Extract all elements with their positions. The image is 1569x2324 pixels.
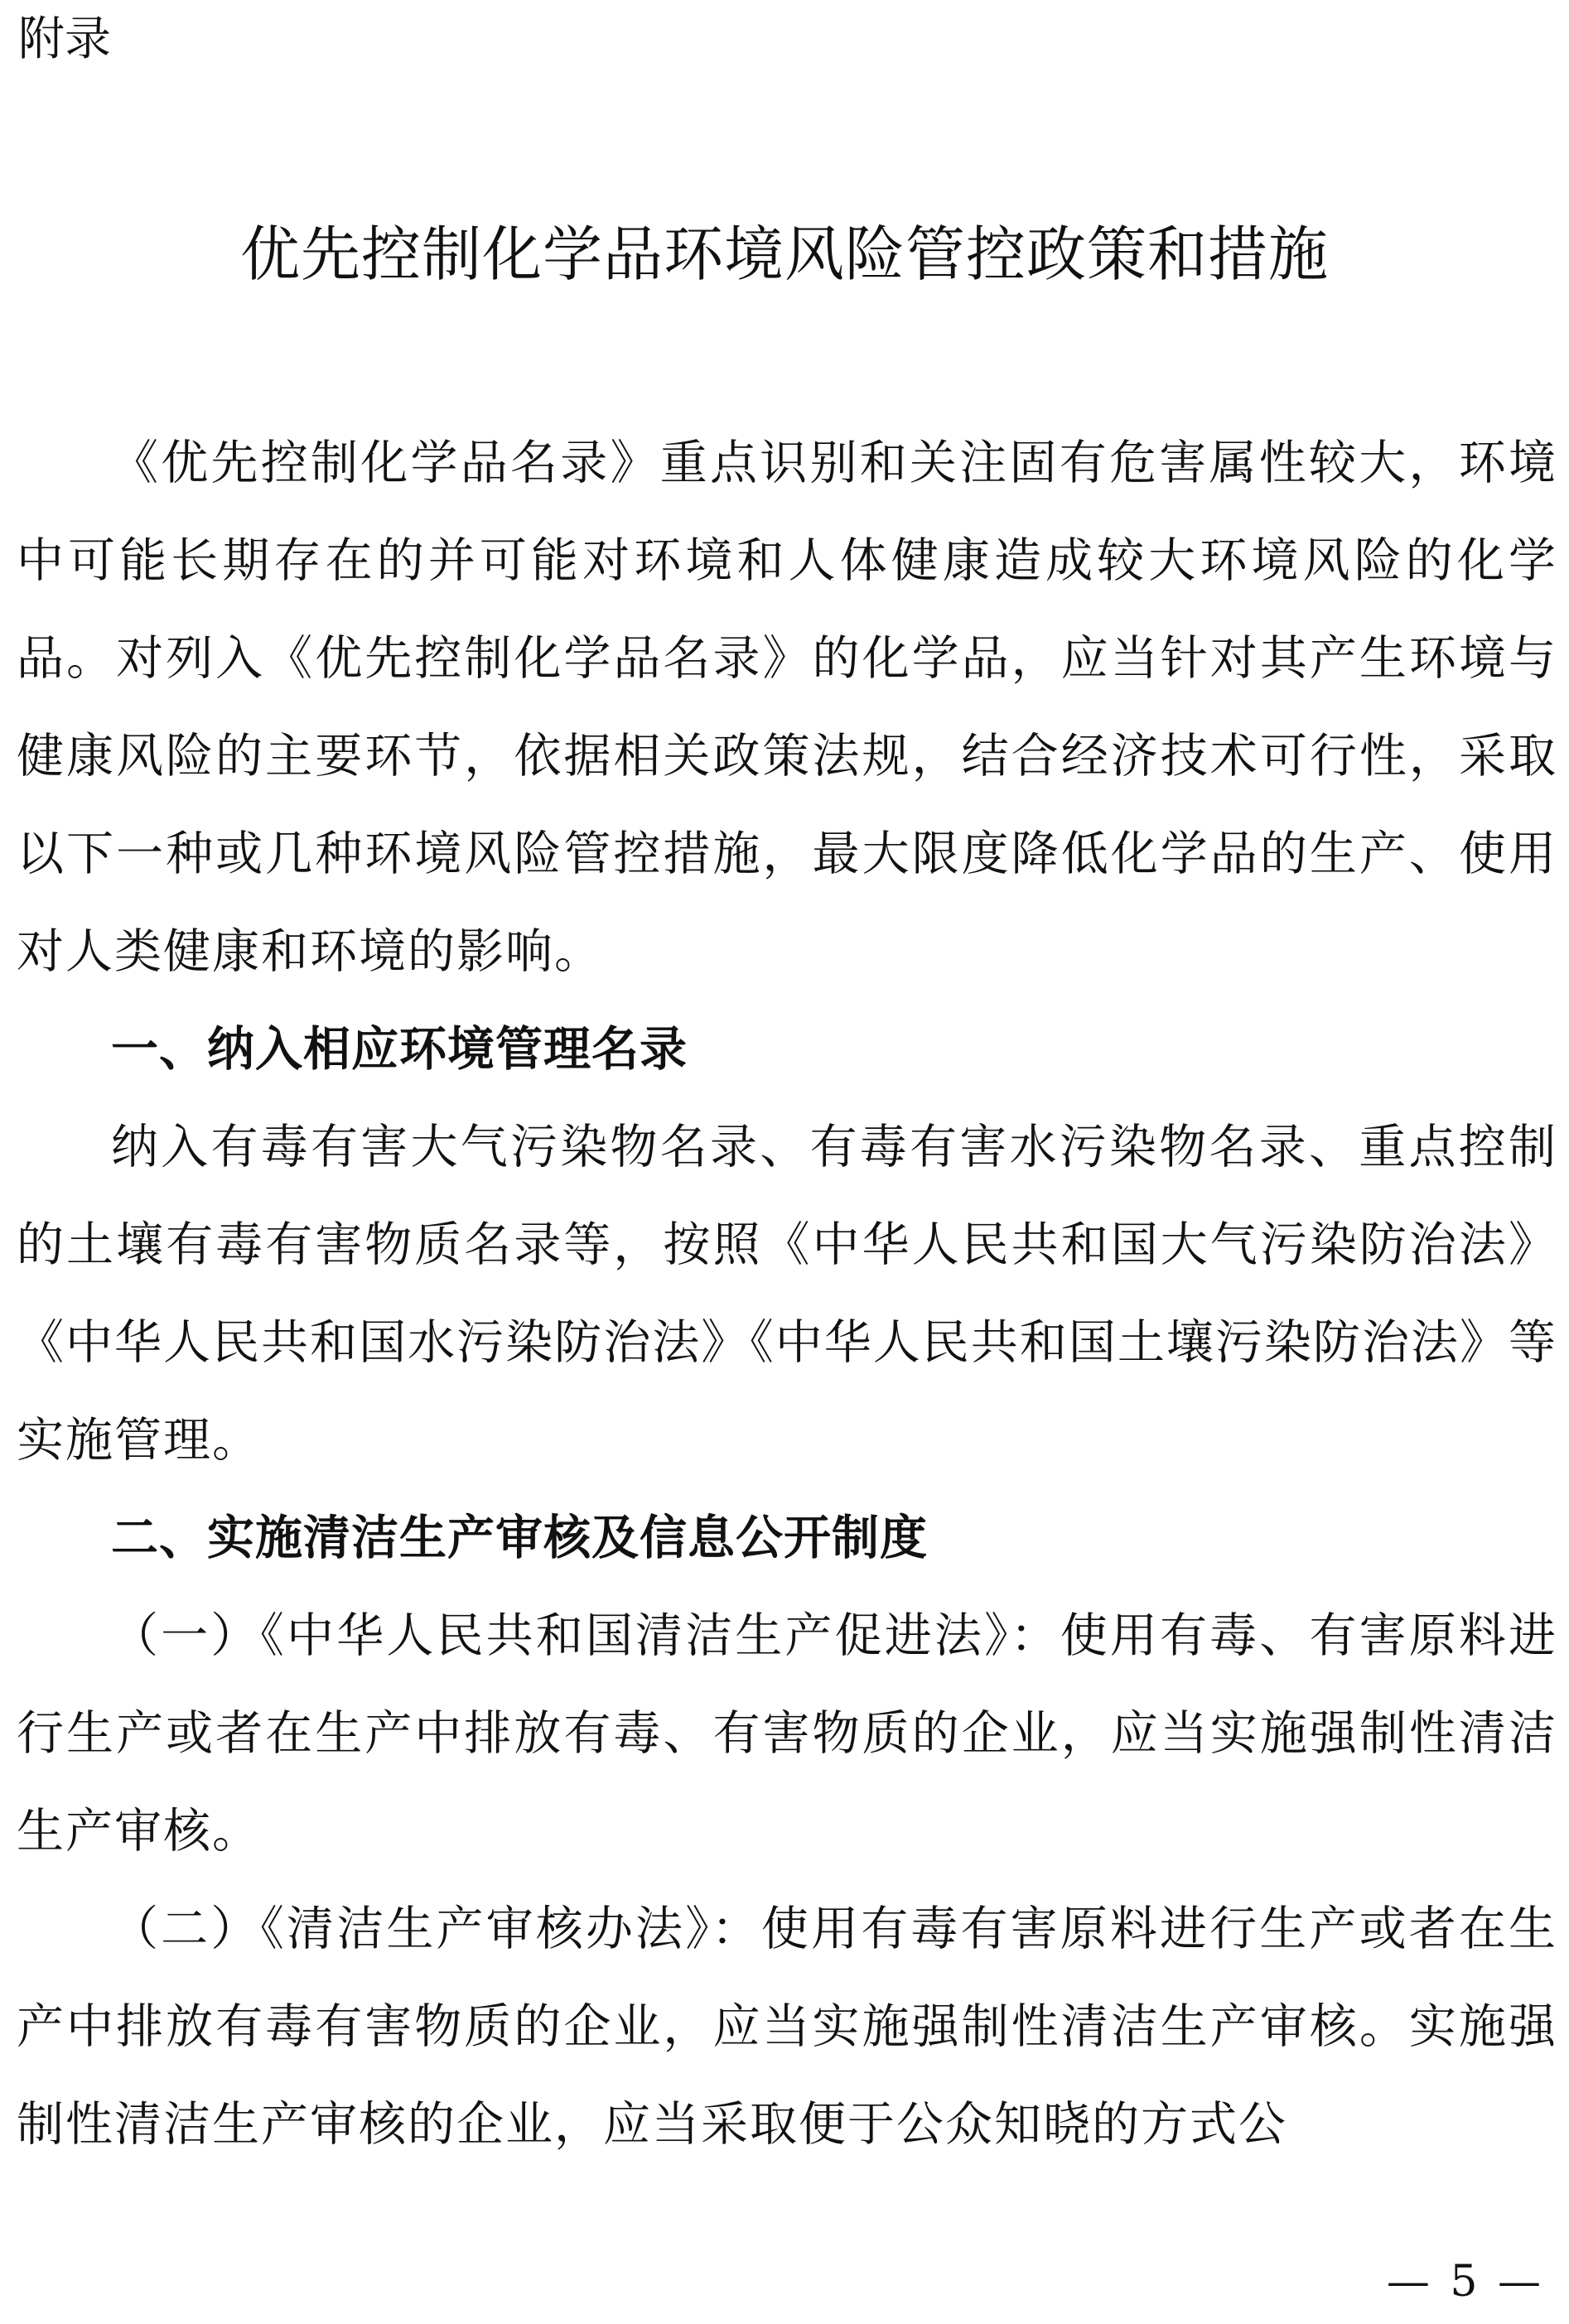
section-heading-1: 一、纳入相应环境管理名录	[111, 1022, 688, 1077]
page-number: — 5 —	[1386, 2257, 1544, 2307]
intro-paragraph: 《优先控制化学品名录》重点识别和关注固有危害属性较大，环境中可能长期存在的并可能对环境和人体健康造成较大环境风险的化学品。对列入《优先控制化学品名录》的化学品，应当针对其产生环境与健康风险的主要环节，依据相关政策法规，结合经济技术可行性，采取以下一种或几种环境风险管控措施，最大限度降低化学品的生产、使用对人类健康和环境的影响。	[17, 436, 1557, 979]
section-2-paragraph-2: （二）《清洁生产审核办法》：使用有毒有害原料进行生产或者在生产中排放有毒有害物质的企业，应当实施强制性清洁生产审核。实施强制性清洁生产审核的企业，应当采取便于公众知晓的方式公	[17, 1902, 1557, 2152]
section-heading-2: 二、实施清洁生产审核及信息公开制度	[111, 1511, 928, 1565]
section-1-paragraph-1: 纳入有毒有害大气污染物名录、有毒有害水污染物名录、重点控制的土壤有毒有害物质名录等，按照《中华人民共和国大气污染防治法》《中华人民共和国水污染防治法》《中华人民共和国土壤污染防治法》等实施管理。	[17, 1120, 1557, 1468]
appendix-label: 附录	[18, 12, 111, 66]
document-title: 优先控制化学品环境风险管控政策和措施	[239, 219, 1329, 289]
section-2-paragraph-1: （一）《中华人民共和国清洁生产促进法》：使用有毒、有害原料进行生产或者在生产中排放有毒、有害物质的企业，应当实施强制性清洁生产审核。	[17, 1608, 1557, 1859]
document-body	[17, 414, 1557, 2173]
